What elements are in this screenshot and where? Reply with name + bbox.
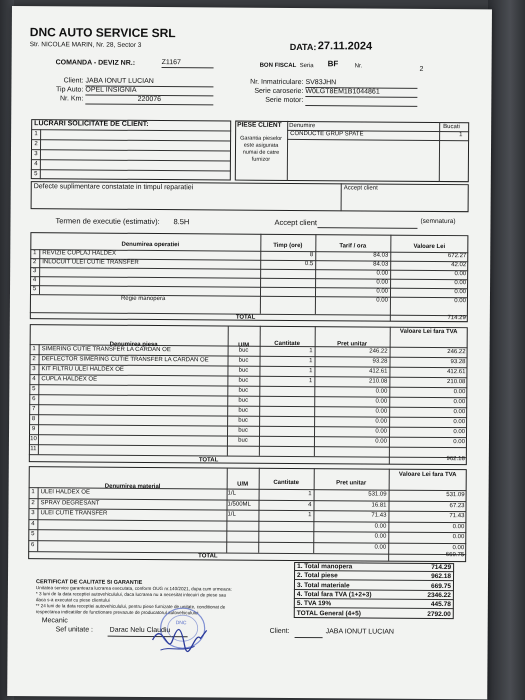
part-qty: 1 (309, 358, 313, 365)
part-name: KIT FILTRU ULEI HALDEX OE (41, 366, 124, 373)
part-row-number: 4 (32, 376, 36, 383)
caroserie-label: Serie caroserie: (254, 87, 304, 96)
part-um: buc (238, 387, 249, 394)
part-um: buc (238, 377, 249, 384)
operation-row-number (30, 294, 39, 303)
certificate-line-1: Unitatea service garanteaza lucrarea executata, conform OUG nr.140/2021, dupa cum urmeaza: (35, 585, 232, 592)
operation-time (260, 269, 315, 278)
part-row-number: 1 (32, 346, 36, 353)
part-um: buc (238, 397, 249, 404)
caroserie-value: W0LGT8EM1B1044861 (305, 88, 417, 98)
materials-col-value: Valoare Lei fara TVA (398, 471, 457, 479)
part-value: 210.08 (447, 379, 466, 386)
tip-auto-value: OPEL INSIGNIA (85, 87, 213, 97)
material-value: 0.00 (452, 545, 465, 552)
summary-label: 4. Total fara TVA (1+2+3) (296, 590, 372, 599)
part-value: 93.28 (450, 359, 466, 366)
material-row-number: 4 (31, 521, 35, 528)
part-qty (259, 406, 314, 416)
part-qty (259, 416, 314, 426)
material-qty (258, 542, 313, 552)
summary-value: 445.78 (430, 601, 451, 609)
operation-value: 0.00 (454, 289, 467, 296)
part-um (227, 446, 259, 456)
part-row-number: 7 (31, 406, 36, 413)
material-row-number: 6 (31, 542, 35, 549)
certificate-line-4: ** 24 luni de la data receptiei autovehiculului, pentru piese furnizate de unitate, conditionat de (35, 603, 226, 610)
material-qty (258, 531, 313, 541)
operation-rate: 84.03 (373, 261, 389, 268)
material-price: 0.00 (374, 533, 387, 540)
material-name (39, 540, 226, 551)
request-row-number: 2 (34, 141, 38, 148)
summary-value: 962.18 (431, 573, 452, 581)
part-row-number: 5 (32, 386, 36, 393)
part-qty: 1 (309, 368, 313, 375)
material-row-number: 5 (31, 531, 35, 538)
request-row-number: 3 (34, 151, 38, 158)
operation-rate: 0.00 (376, 288, 389, 295)
operation-rate: 0.00 (376, 279, 389, 286)
date-label: DATA: (289, 41, 317, 53)
request-row-number: 5 (34, 171, 38, 178)
part-qty: 1 (309, 378, 313, 385)
part-value: 0.00 (453, 419, 466, 426)
part-name: SIMERING CUTIE TRANSFER LA CARDAN OE (41, 346, 171, 354)
nr-label: Nr. (354, 63, 363, 70)
parts-col-value: Valoare Lei fara TVA (399, 328, 458, 336)
parts-total: 962.18 (446, 456, 465, 463)
operation-value: 672.27 (447, 253, 467, 260)
operation-name: Regie manopera (120, 295, 166, 303)
order-number: Z1167 (162, 59, 214, 68)
material-price: 71.43 (371, 512, 387, 519)
part-qty (259, 386, 314, 396)
part-um: buc (238, 347, 249, 354)
summary-label: 5. TVA 19% (296, 600, 332, 608)
material-price: 0.00 (374, 544, 387, 551)
part-row-number: 6 (32, 396, 36, 403)
material-um (227, 521, 258, 531)
operation-row-number: 4 (32, 277, 37, 284)
extra-defects-label: Defecte suplimentare constatate in timpul reparatiei (33, 183, 194, 192)
signature-label: (semnatura) (420, 217, 456, 226)
accept-client-label: Accept client (274, 217, 318, 228)
material-name: ULEI HALDEX OE (40, 489, 90, 496)
material-qty: 1 (308, 512, 312, 519)
material-um (227, 531, 258, 541)
part-qty (259, 396, 314, 406)
part-um: buc (238, 417, 248, 424)
material-value: 0.00 (452, 524, 465, 531)
part-value: 412.61 (447, 369, 466, 376)
nr-value: 2 (419, 65, 424, 73)
part-price: 93.28 (372, 358, 388, 365)
client-sign-label: Client: (269, 627, 290, 635)
client-part-name: CONDUCTE GRUP SPATE (290, 130, 364, 138)
operation-rate: 0.00 (376, 297, 388, 304)
material-row-number: 3 (31, 510, 35, 517)
invoice-document (7, 6, 492, 699)
material-price: 531.09 (368, 491, 387, 498)
operation-row-number: 3 (32, 268, 37, 275)
materials-col-um: U/M (237, 481, 249, 488)
client-parts-title: PIESE CLIENT (237, 121, 282, 129)
company-stamp-and-signature (142, 600, 212, 662)
request-row-number: 4 (34, 161, 38, 168)
operations-col-name: Denumirea operatiei (121, 241, 180, 249)
operations-total: 714.29 (447, 315, 466, 322)
company-address: Str. NICOLAE MARIN, Nr. 28, Sector 3 (29, 41, 142, 49)
materials-total: 669.75 (445, 552, 465, 559)
summary-value: 2792.00 (427, 610, 451, 618)
material-row-number: 2 (31, 500, 35, 507)
certificate-line-2: * 3 luni de la data receptiei autovehiculului, daca lucrarea nu a necesitat inlocuiri de piese sau (35, 591, 227, 598)
material-name: ULEI CUTIE TRANSFER (40, 510, 108, 517)
summary-value: 714.29 (431, 563, 452, 572)
material-name: SPRAY DEGRESANT (40, 500, 100, 507)
part-row-number: 2 (32, 356, 36, 363)
requested-works-title: LUCRARI SOLICITATE DE CLIENT: (34, 120, 149, 128)
client-sign-name: JABA IONUT LUCIAN (325, 628, 395, 636)
material-value: 67.23 (449, 503, 465, 510)
summary-value: 2346.22 (427, 591, 451, 599)
part-price: 0.00 (375, 408, 388, 415)
operation-rate: 84.03 (373, 252, 389, 259)
part-um: buc (238, 357, 249, 364)
material-um (227, 542, 258, 552)
nr-km-value: 220076 (85, 96, 213, 106)
operation-time (260, 287, 315, 296)
material-price: 16.81 (371, 502, 387, 509)
client-parts-denumire-label: Denumire (289, 122, 316, 130)
material-name (39, 529, 226, 540)
operations-col-time: Timp (ore) (273, 242, 303, 250)
materials-col-name: Denumirea material (104, 483, 161, 491)
warranty-note: Garantia pieselor este asigurata numai de catre furnizor (240, 135, 283, 163)
motor-label: Serie motor: (265, 96, 304, 105)
nr-km-label: Nr. Km: (59, 95, 84, 103)
operations-col-rate: Tarif / ora (339, 243, 367, 250)
material-price: 0.00 (374, 523, 387, 530)
certificate-line-3: daca s-a executat cu piese clientului (35, 597, 110, 603)
operation-value: 0.00 (454, 280, 467, 287)
request-row-number: 1 (34, 131, 38, 138)
deadline-label: Termen de executie (estimativ): (55, 216, 160, 227)
stamp-text: DNC (175, 620, 187, 627)
company-name: DNC AUTO SERVICE SRL (29, 25, 176, 41)
material-value: 71.43 (449, 513, 465, 520)
part-price: 0.00 (375, 438, 387, 445)
part-price: 210.08 (369, 378, 388, 385)
material-qty: 1 (308, 491, 312, 498)
part-value: 0.00 (453, 399, 466, 406)
part-value: 0.00 (453, 429, 466, 436)
date-value: 27.11.2024 (317, 40, 373, 53)
part-name: DEFLECTOR SIMERING CUTIE TRANSFER LA CARDAN OE (41, 356, 209, 364)
part-row-number: 9 (31, 426, 36, 433)
certificate-line-5: respectarea indicatiilor de functionare prevazute de producatorul autovehiculului (35, 609, 199, 616)
part-value: 0.00 (453, 409, 466, 416)
operation-name: REVIZIE CUPLAJ HALDEX (42, 250, 116, 257)
part-qty (259, 426, 314, 436)
operation-time (260, 278, 315, 287)
order-label: COMANDA - DEVIZ NR.: (55, 59, 136, 67)
material-um: 1/L (227, 511, 236, 518)
part-value: 246.22 (447, 349, 466, 356)
summary-label: 1. Total manopera (297, 563, 353, 571)
operations-col-value: Valoare Lei (413, 243, 446, 251)
inmatriculare-value: SV83JHN (305, 79, 417, 89)
chief-label: Sef unitate : (55, 626, 94, 634)
client-parts-bucati-label: Bucati (443, 124, 460, 131)
material-um: 1/L (227, 490, 236, 497)
part-value: 0.00 (453, 439, 465, 446)
materials-col-qty: Cantitate (273, 479, 300, 487)
parts-col-price: Pret unitar (337, 341, 368, 348)
operation-row-number: 1 (33, 250, 37, 257)
material-um: 1/500ML (227, 501, 251, 508)
materials-col-price: Pret unitar (336, 480, 367, 487)
material-row-number: 1 (31, 489, 35, 496)
part-um: buc (238, 437, 248, 444)
part-price: 0.00 (375, 398, 388, 405)
parts-col-name: Denumirea piesa (109, 341, 158, 349)
part-price: 0.00 (375, 418, 388, 425)
background-right (488, 0, 525, 700)
summary-value: 669.75 (431, 582, 451, 590)
operation-time: 0.5 (304, 261, 314, 268)
part-value: 0.00 (453, 389, 466, 396)
materials-total-label: TOTAL (198, 553, 218, 560)
summary-label: 2. Total piese (297, 572, 338, 580)
operation-value: 0.00 (454, 298, 466, 305)
operation-time: 8 (309, 252, 314, 259)
material-value: 531.09 (446, 492, 465, 499)
summary-row (294, 608, 454, 618)
part-um: buc (238, 367, 249, 374)
part-row-number: 11 (30, 446, 37, 453)
operation-row-number: 2 (33, 259, 37, 266)
material-qty: 4 (308, 502, 312, 509)
inmatriculare-label: Nr. Inmatriculare: (250, 78, 304, 87)
operation-name: INLOCUIT ULEI CUTIE TRANSFER (42, 259, 139, 266)
part-row-number: 8 (31, 416, 36, 423)
part-qty (259, 436, 314, 446)
parts-col-qty: Cantitate (274, 340, 300, 348)
summary-label: TOTAL General (4+5) (296, 609, 361, 617)
operation-rate: 0.00 (376, 270, 389, 277)
seria-label: Seria (299, 63, 314, 70)
part-price (314, 446, 389, 457)
chief-name: Darac Nelu Claudiu (109, 626, 171, 635)
part-price: 0.00 (375, 428, 388, 435)
part-qty (259, 446, 314, 456)
part-row-number: 10 (30, 436, 37, 443)
parts-col-um: U/M (238, 342, 250, 349)
material-value: 0.00 (452, 534, 465, 541)
mechanic-label: Mecanic (41, 617, 68, 625)
part-qty: 1 (309, 348, 313, 355)
part-name: CUPLA HALDEX OE (41, 376, 98, 383)
seria-value: BF (327, 59, 339, 69)
part-um: buc (238, 407, 249, 414)
part-row-number: 3 (32, 366, 36, 373)
summary-label: 3. Total materiale (296, 581, 350, 589)
operation-value: 0.00 (454, 271, 467, 278)
operation-row-number: 5 (32, 286, 37, 293)
operation-time (260, 296, 315, 305)
client-name: JABA IONUT LUCIAN (85, 78, 213, 88)
part-price: 0.00 (375, 388, 388, 395)
part-price: 412.61 (369, 368, 388, 375)
material-qty (258, 521, 313, 531)
accept-client-small: Accept client (343, 185, 378, 192)
operation-value: 42.02 (451, 262, 467, 269)
tip-auto-label: Tip Auto: (56, 86, 84, 94)
part-um: buc (238, 427, 248, 434)
parts-total-label: TOTAL (198, 457, 219, 464)
certificate-title: CERTIFICAT DE CALITATE SI GARANTIE (35, 579, 143, 586)
client-label: Client: (63, 77, 84, 85)
deadline-value: 8.5H (173, 217, 190, 227)
client-part-qty: 1 (459, 132, 463, 139)
operations-total-label: TOTAL (235, 314, 256, 321)
part-price: 246.22 (369, 348, 388, 355)
motor-value (305, 97, 417, 107)
bon-fiscal-label: BON FISCAL (259, 62, 297, 69)
